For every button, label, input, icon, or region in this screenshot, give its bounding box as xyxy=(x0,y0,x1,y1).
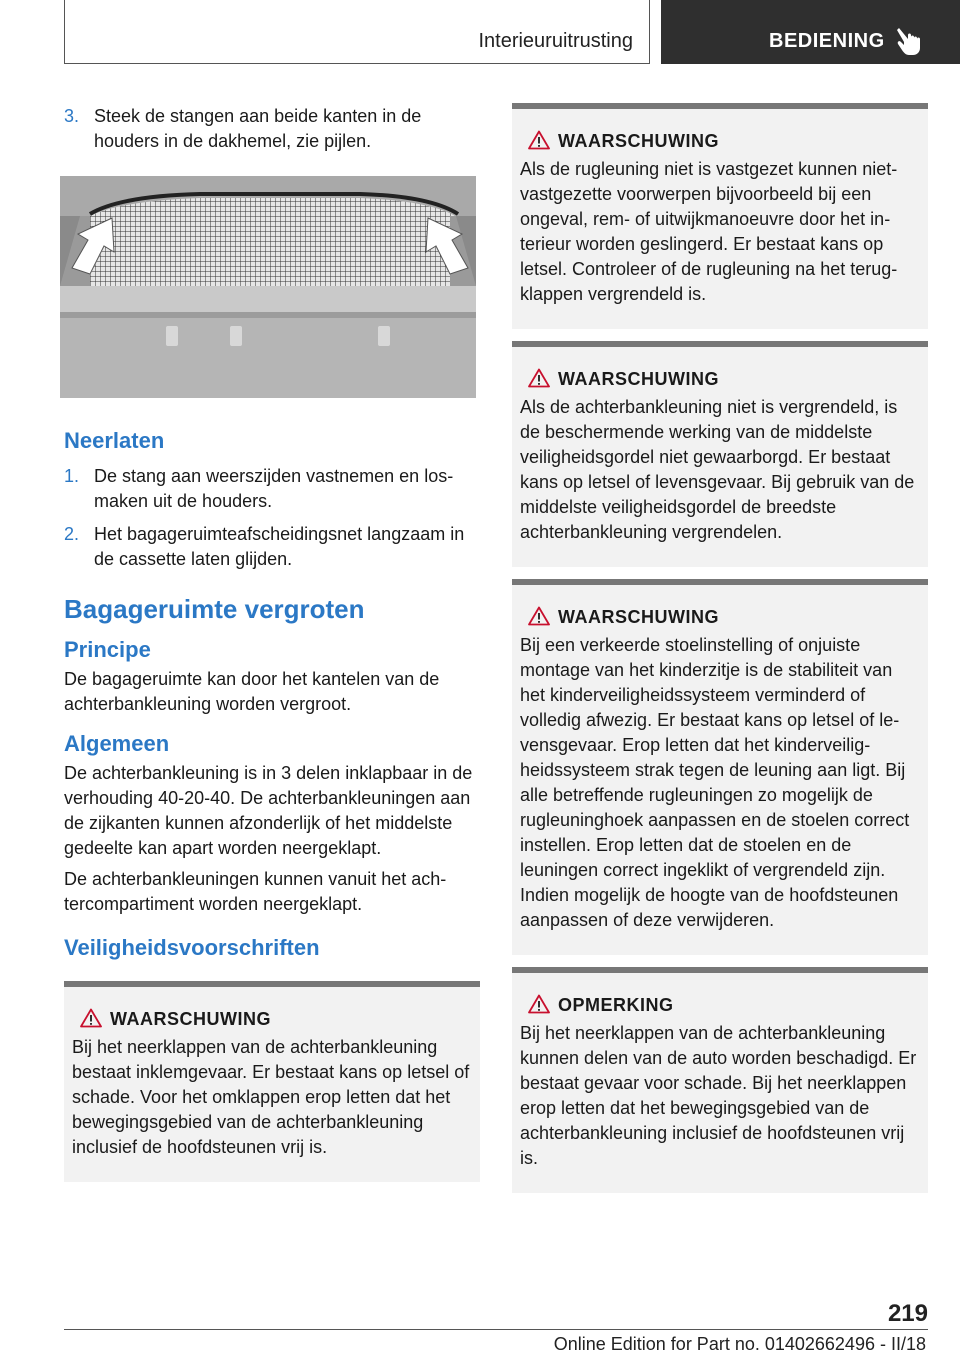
notice-title-text: OPMERKING xyxy=(558,995,674,1015)
heading-neerlaten: Neerlaten xyxy=(64,428,165,453)
warning-box xyxy=(64,981,480,1182)
warning-title xyxy=(520,367,920,391)
right-column xyxy=(512,103,928,1205)
algemeen-paragraph-2: De achterbankleuningen kunnen vanuit het achtercompartiment worden neergeklapt. xyxy=(64,869,447,914)
notice-title xyxy=(520,993,920,1017)
warning-triangle-icon xyxy=(528,606,550,626)
warning-text: Bij een verkeerde stoelinstelling of onjuiste montage van het kinderzitje is de stabiliteit van het kinderveiligheidssysteem verminderd of volledig afwezig. Er bestaat kans op letsel of levensgevaar. Erop letten dat het kinderveiligheidssysteem strak tegen de leuning aan ligt. Bij alle betreffende rugleuningen zo mogelijk de rugleuninghoek aanpassen en de stoelen correct instellen. Erop letten dat de stoelen en de leuningen correct ingeklikt of vergrendeld zijn. Indien mogelijk de hoogte van de hoofdsteunen aanpassen of deze verwijderen. xyxy=(520,635,910,930)
heading-veiligheidsvoorschriften: Veiligheidsvoorschriften xyxy=(64,935,320,960)
step-number: 3. xyxy=(64,106,80,126)
warning-triangle-icon xyxy=(80,1008,102,1028)
footer-divider xyxy=(64,1329,928,1330)
warning-title xyxy=(520,605,920,629)
pointing-hand-icon xyxy=(895,26,923,56)
warning-box xyxy=(512,103,928,329)
page-number: 219 xyxy=(887,1300,928,1327)
warning-title-text: WAARSCHUWING xyxy=(558,607,719,627)
footer-edition: Online Edition for Part no. 01402662496 - II/18 xyxy=(553,1334,926,1354)
warning-title-text: WAARSCHUWING xyxy=(558,369,719,389)
principe-text: De bagageruimte kan door het kantelen van de achterbankleuning worden vergroot. xyxy=(64,669,440,714)
notice-box xyxy=(512,967,928,1193)
warning-title-text: WAARSCHUWING xyxy=(558,131,719,151)
warning-text: Als de achterbankleuning niet is vergrendeld, is de beschermende werking van de middelste veiligheidsgordel niet gewaarborgd. Er bestaat kans op letsel of levensgevaar. Bij gebruik van de middelste veiligheidsgordel de breedste achterbankleuning vergrendelen. xyxy=(520,397,915,542)
heading-bagageruimte-vergroten: Bagageruimte vergroten xyxy=(64,594,365,624)
warning-title xyxy=(520,129,920,153)
warning-box xyxy=(512,579,928,955)
step-1 xyxy=(64,464,480,514)
warning-triangle-icon xyxy=(528,130,550,150)
heading-algemeen: Algemeen xyxy=(64,731,170,756)
warning-title-text: WAARSCHUWING xyxy=(110,1009,271,1029)
section-title: BEDIENING xyxy=(769,30,885,52)
step-number: 1. xyxy=(64,466,80,486)
warning-box xyxy=(512,341,928,567)
step-text: De stang aan weerszijden vastnemen en losmaken uit de houders. xyxy=(94,466,454,511)
heading-principe: Principe xyxy=(64,637,151,662)
step-number: 2. xyxy=(64,524,80,544)
warning-text: Bij het neerklappen van de achterbankleuning bestaat inklemgevaar. Er bestaat kans op letsel of schade. Voor het omklappen erop letten dat het bewegingsgebied van de achterbankleuning inclusief de hoofdsteunen vrij is. xyxy=(72,1037,470,1157)
header-title-area xyxy=(64,0,650,64)
notice-text: Bij het neerklappen van de achterbankleuning kunnen delen van de auto worden beschadigd. Er bestaat gevaar voor schade. Bij het neerklappen erop letten dat het bewegingsgebied van de achterbankleuning inclusief de hoofdsteunen vrij is. xyxy=(520,1023,917,1168)
warning-triangle-icon xyxy=(528,368,550,388)
step-text: Steek de stangen aan beide kanten in de houders in de dakhemel, zie pijlen. xyxy=(94,106,422,151)
algemeen-paragraph-1: De achterbankleuning is in 3 delen inklapbaar in de verhouding 40-20-40. De achterbankleuningen aan de zijkanten kunnen afzonderlijk of het middelste gedeelte kan apart worden neergeklapt. xyxy=(64,763,473,858)
step-3 xyxy=(64,104,480,154)
warning-triangle-icon xyxy=(528,994,550,1014)
header-section-tab xyxy=(661,0,960,64)
warning-text: Als de rugleuning niet is vastgezet kunnen niet-vastgezette voorwerpen bijvoorbeeld bij een ongeval, rem- of uitwijkmanoeuvre door het interieur worden geslingerd. Er bestaat kans op letsel. Controleer of de rugleuning na het terugklappen vergrendeld is. xyxy=(520,159,898,304)
left-column xyxy=(64,104,480,1182)
chapter-title: Interieuruitrusting xyxy=(478,30,633,52)
warning-title xyxy=(72,1007,472,1031)
cargo-net-photo xyxy=(60,176,476,398)
step-text: Het bagageruimteafscheidingsnet langzaam in de cassette laten glijden. xyxy=(94,524,465,569)
step-2 xyxy=(64,522,480,572)
